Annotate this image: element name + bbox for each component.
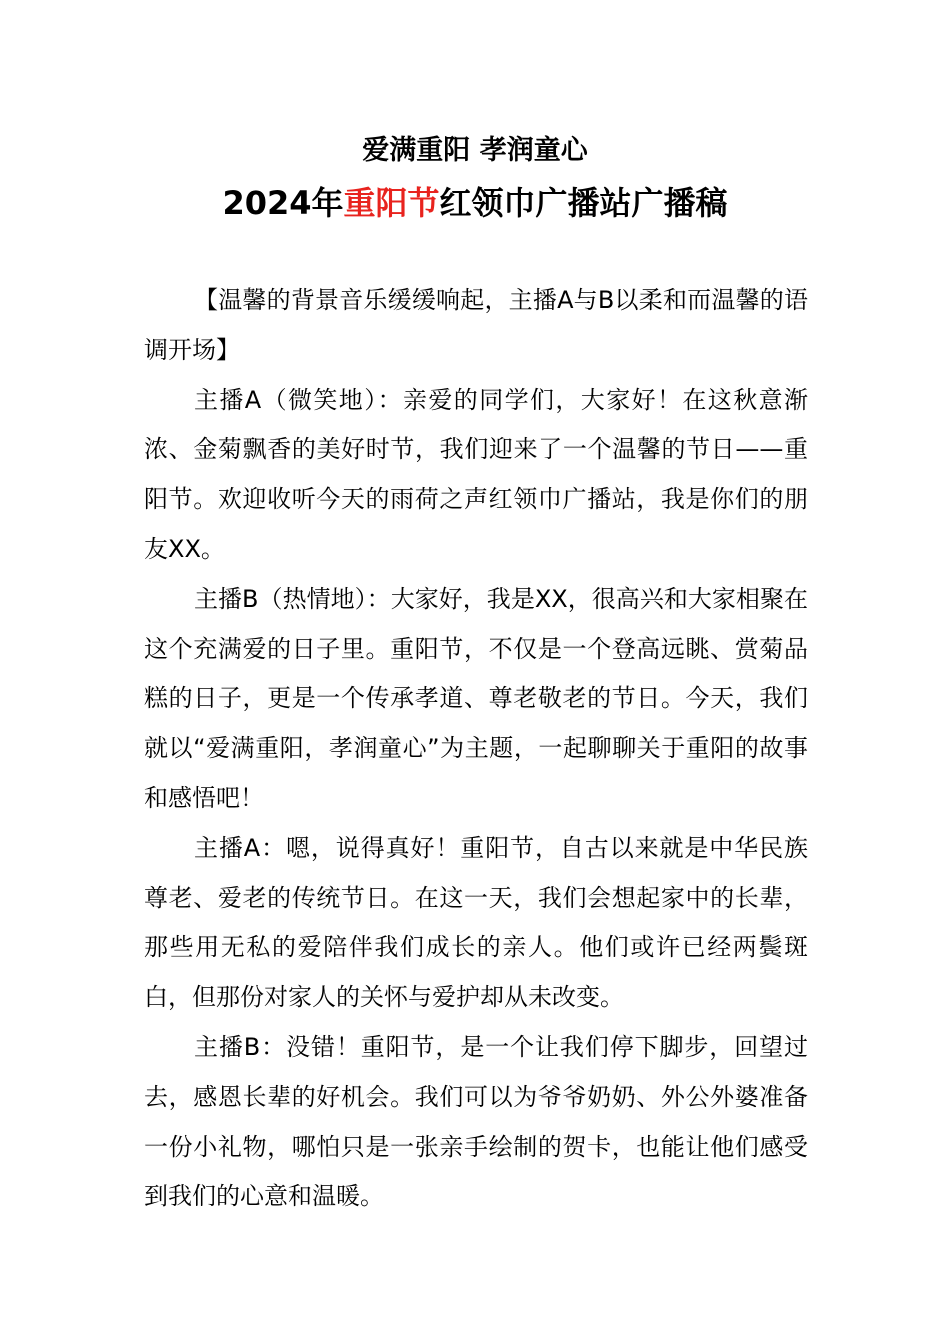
- document-title: [0, 181, 950, 225]
- paragraph-host-b-opening: 主播B（热情地）：大家好，我是XX，很高兴和大家相聚在这个充满爱的日子里。重阳节，不仅是一个登高远眺、赏菊品糕的日子，更是一个传承孝道、尊老敬老的节日。今天，我们就以“爱满重阳，孝润童心”为主题，一起聊聊关于重阳的故事和感悟吧！: [144, 584, 808, 812]
- title-suffix: 红领巾广播站广播稿: [439, 184, 728, 222]
- paragraph-host-b-gratitude: 主播B：没错！重阳节，是一个让我们停下脚步，回望过去，感恩长辈的好机会。我们可以为爷爷奶奶、外公外婆准备一份小礼物，哪怕只是一张亲手绘制的贺卡，也能让他们感受到我们的心意和温暖。: [144, 1032, 808, 1211]
- paragraph-host-a-opening: 主播A（微笑地）：亲爱的同学们，大家好！在这秋意渐浓、金菊飘香的美好时节，我们迎来了一个温馨的节日——重阳节。欢迎收听今天的雨荷之声红领巾广播站，我是你们的朋友XX。: [144, 385, 808, 563]
- document-body: [144, 276, 808, 1222]
- title-prefix: 2024年: [222, 184, 344, 222]
- title-highlight: 重阳节: [343, 184, 440, 222]
- paragraph-stage-direction: 【温馨的背景音乐缓缓响起，主播A与B以柔和而温馨的语调开场】: [144, 286, 808, 364]
- paragraph-host-a-tradition: 主播A：嗯，说得真好！重阳节，自古以来就是中华民族尊老、爱老的传统节日。在这一天，我们会想起家中的长辈，那些用无私的爱陪伴我们成长的亲人。他们或许已经两鬓斑白，但那份对家人的关怀与爱护却从未改变。: [144, 833, 808, 1012]
- document-subtitle: 爱满重阳 孝润童心: [362, 135, 588, 166]
